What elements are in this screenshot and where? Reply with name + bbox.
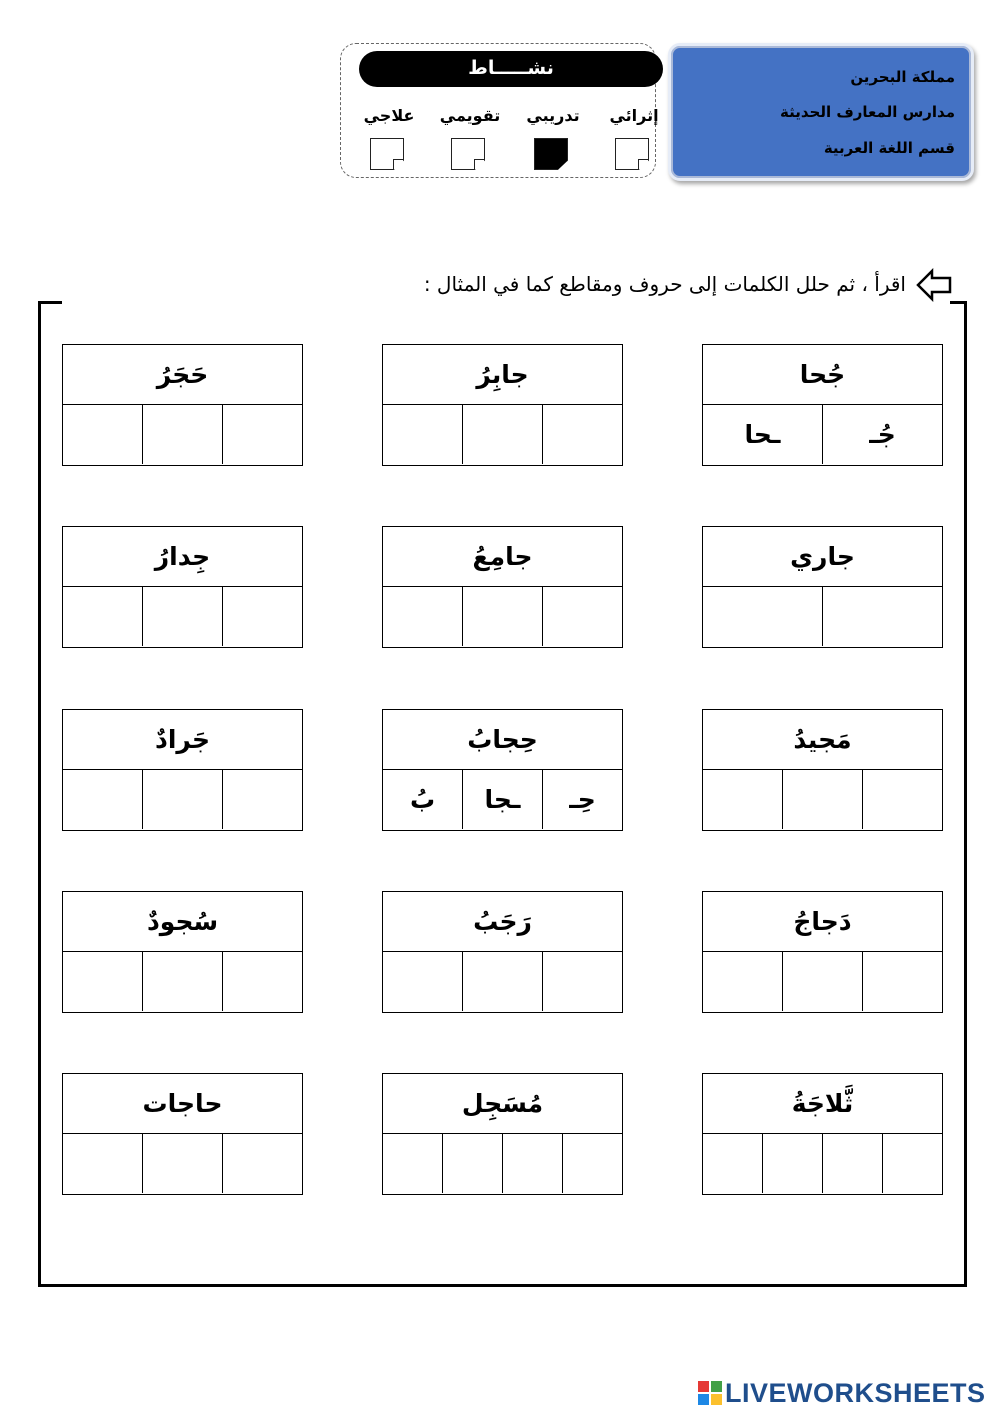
syllable-cell[interactable] [222, 405, 302, 464]
word-card-4 [702, 526, 943, 648]
syllable-cell[interactable] [222, 770, 302, 829]
card-word: جَرادٌ [63, 710, 302, 770]
word-card-11 [382, 891, 623, 1013]
option-label-training: تدريبي [526, 106, 580, 125]
syllable-cell[interactable] [142, 770, 222, 829]
option-label-remedial: علاجي [363, 106, 415, 125]
word-card-8 [382, 709, 623, 831]
syllable-cell[interactable] [542, 587, 622, 646]
syllable-cell[interactable] [862, 952, 942, 1011]
word-card-2 [382, 344, 623, 466]
syllable-cell[interactable] [442, 1134, 502, 1193]
syllable-cell[interactable] [222, 952, 302, 1011]
instruction-text: اقرأ ، ثم حلل الكلمات إلى حروف ومقاطع كما في المثال : [423, 272, 906, 296]
syllable-cell[interactable] [562, 1134, 622, 1193]
syllable-cell[interactable] [383, 1134, 442, 1193]
syllable-cell[interactable] [703, 770, 782, 829]
syllable-cell[interactable] [822, 587, 942, 646]
syllable-cell[interactable] [63, 405, 142, 464]
card-word: سُجودٌ [63, 892, 302, 952]
school-header-box [668, 43, 974, 181]
syllable-cell[interactable] [222, 1134, 302, 1193]
syllable-cell[interactable]: جُـ [822, 405, 942, 464]
activity-type-panel [340, 43, 659, 178]
option-checkbox-remedial[interactable] [370, 138, 404, 170]
frame-top-right-edge [950, 301, 967, 304]
option-checkbox-training[interactable] [534, 138, 568, 170]
word-card-10 [702, 891, 943, 1013]
word-card-5 [382, 526, 623, 648]
syllable-cell[interactable] [462, 405, 542, 464]
word-card-13 [702, 1073, 943, 1195]
syllable-cell[interactable] [63, 770, 142, 829]
word-card-15 [62, 1073, 303, 1195]
syllable-cell[interactable] [462, 587, 542, 646]
card-word: رَجَبُ [383, 892, 622, 952]
word-card-9 [62, 709, 303, 831]
syllable-cell[interactable] [383, 587, 462, 646]
card-word: جُحا [703, 345, 942, 405]
syllable-cell[interactable] [142, 952, 222, 1011]
syllable-cell[interactable] [782, 770, 862, 829]
syllable-cell[interactable] [782, 952, 862, 1011]
arrow-left-icon [916, 268, 952, 302]
card-word: جابِرُ [383, 345, 622, 405]
word-card-1 [702, 344, 943, 466]
syllable-cell[interactable] [862, 770, 942, 829]
syllable-cell[interactable] [383, 952, 462, 1011]
syllable-cell[interactable] [63, 952, 142, 1011]
syllable-cell[interactable] [462, 952, 542, 1011]
option-label-assessment: تقويمي [439, 106, 501, 125]
syllable-cell[interactable] [703, 587, 822, 646]
syllable-cell[interactable]: ـجا [462, 770, 542, 829]
card-word: حِجابُ [383, 710, 622, 770]
syllable-cell[interactable]: حِـ [542, 770, 622, 829]
syllable-cell[interactable] [222, 587, 302, 646]
frame-top-left-edge [38, 301, 62, 304]
word-card-6 [62, 526, 303, 648]
syllable-cell[interactable] [502, 1134, 562, 1193]
syllable-cell[interactable] [542, 405, 622, 464]
school-line-country: مملكة البحرين [850, 68, 955, 86]
card-word: ثَّلاجَةُ [703, 1074, 942, 1134]
card-word: جِدارُ [63, 527, 302, 587]
option-checkbox-assessment[interactable] [451, 138, 485, 170]
card-word: دَجاجُ [703, 892, 942, 952]
word-card-12 [62, 891, 303, 1013]
card-word: مُسَجِل [383, 1074, 622, 1134]
syllable-cell[interactable] [63, 1134, 142, 1193]
brand-text: LIVEWORKSHEETS [725, 1377, 986, 1408]
syllable-cell[interactable] [762, 1134, 822, 1193]
option-checkbox-enrichment[interactable] [615, 138, 649, 170]
word-card-14 [382, 1073, 623, 1195]
activity-title: نشـــــاط [359, 51, 663, 87]
school-line-name: مدارس المعارف الحديثة [780, 103, 955, 121]
syllable-cell[interactable] [142, 1134, 222, 1193]
syllable-cell[interactable]: ـحا [744, 420, 781, 449]
syllable-cell[interactable] [542, 952, 622, 1011]
card-word: جامِعُ [383, 527, 622, 587]
syllable-cell[interactable] [703, 1134, 762, 1193]
syllable-cell[interactable] [142, 405, 222, 464]
syllable-cell[interactable] [822, 1134, 882, 1193]
card-word: حاجات [63, 1074, 302, 1134]
card-word: جاري [703, 527, 942, 587]
liveworksheets-brand [698, 1376, 986, 1410]
option-label-enrichment: إثرائي [609, 106, 659, 125]
liveworksheets-logo-icon [698, 1381, 722, 1405]
syllable-cell[interactable] [142, 587, 222, 646]
card-word: مَجيدُ [703, 710, 942, 770]
word-card-3 [62, 344, 303, 466]
syllable-cell[interactable]: بُ [409, 785, 436, 814]
syllable-cell[interactable] [882, 1134, 942, 1193]
card-word: حَجَرُ [63, 345, 302, 405]
syllable-cell[interactable] [383, 405, 462, 464]
word-card-7 [702, 709, 943, 831]
syllable-cell[interactable] [63, 587, 142, 646]
school-line-department: قسم اللغة العربية [823, 139, 955, 157]
syllable-cell[interactable] [703, 952, 782, 1011]
